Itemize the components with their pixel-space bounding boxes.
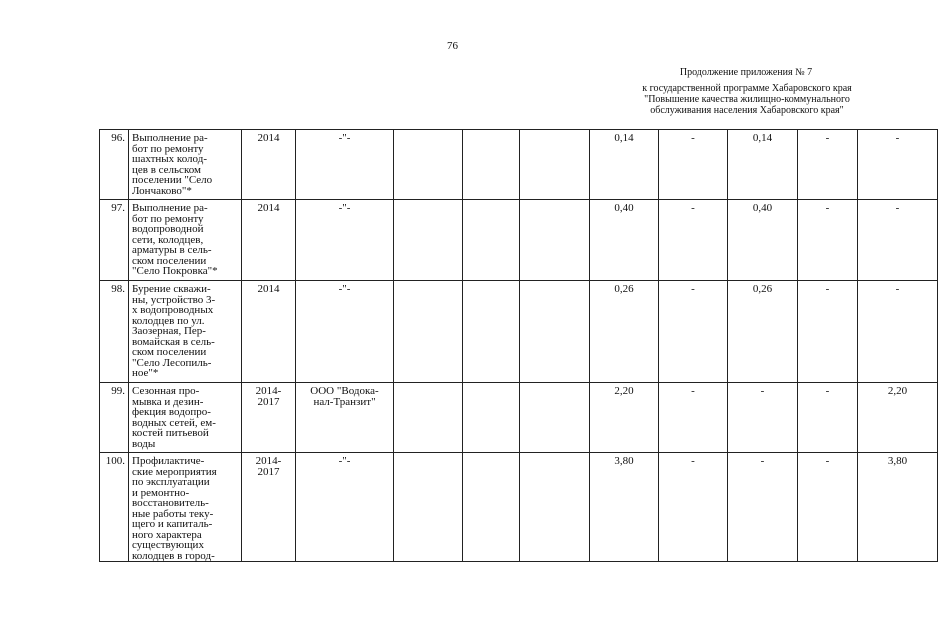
total-amount-cell: 0,40 bbox=[590, 200, 659, 281]
appendix-subtitle-line: обслуживания населения Хабаровского края" bbox=[650, 105, 844, 116]
amount-cell: - bbox=[659, 130, 728, 200]
total-amount-cell: 3,80 bbox=[590, 453, 659, 562]
measure-name-cell-line: ском поселении bbox=[132, 254, 207, 267]
amount-cell: - bbox=[798, 453, 858, 562]
measure-name-cell-line: бот по ремонту bbox=[132, 142, 204, 155]
executor-cell bbox=[296, 200, 394, 281]
measure-name-cell-line: Бурение скважи- bbox=[132, 283, 211, 295]
empty-cell bbox=[463, 383, 520, 453]
amount-cell: - bbox=[798, 200, 858, 281]
appendix-title: Продолжение приложения № 7 bbox=[679, 67, 813, 78]
row-number-cell: 98. bbox=[100, 281, 129, 383]
year-cell bbox=[242, 281, 296, 383]
measure-name-cell-line: существующих bbox=[132, 539, 204, 551]
row-number-cell: 99. bbox=[100, 383, 129, 453]
executor-cell-line: -"- bbox=[338, 202, 351, 214]
measure-name-cell bbox=[129, 200, 242, 281]
amount-cell: - bbox=[798, 130, 858, 200]
year-cell-line: 2014 bbox=[257, 283, 280, 295]
amount-cell: - bbox=[728, 453, 798, 562]
measure-name-cell-line: "Село Лесопиль- bbox=[132, 356, 212, 369]
executor-cell bbox=[296, 281, 394, 383]
empty-cell bbox=[520, 281, 590, 383]
year-cell bbox=[242, 130, 296, 200]
empty-cell bbox=[463, 281, 520, 383]
appendix-subtitle-line: к государственной программе Хабаровского края bbox=[642, 83, 852, 94]
empty-cell bbox=[463, 200, 520, 281]
empty-cell bbox=[394, 130, 463, 200]
measure-name-cell bbox=[129, 281, 242, 383]
measure-name-cell-line: Выполнение ра- bbox=[132, 132, 208, 144]
amount-cell: 0,40 bbox=[728, 200, 798, 281]
measure-name-cell-line: и ремонтно- bbox=[132, 486, 190, 499]
measure-name-cell-line: Выполнение ра- bbox=[132, 202, 208, 214]
amount-cell: - bbox=[659, 200, 728, 281]
measure-name-cell-line: вомайская в сель- bbox=[132, 335, 215, 348]
measure-name-cell-line: поселении "Село bbox=[132, 174, 213, 186]
page-number: 76 bbox=[447, 40, 458, 52]
year-cell-line: 2017 bbox=[257, 465, 280, 478]
empty-cell bbox=[520, 130, 590, 200]
year-cell bbox=[242, 200, 296, 281]
measure-name-cell-line: водных сетей, ем- bbox=[132, 416, 216, 429]
measure-name-cell-line: костей питьевой bbox=[132, 427, 209, 439]
empty-cell bbox=[463, 453, 520, 562]
year-cell bbox=[242, 453, 296, 562]
measure-name-cell bbox=[129, 453, 242, 562]
row-number-cell: 100. bbox=[100, 453, 129, 562]
year-cell-line: 2017 bbox=[257, 395, 280, 408]
measure-name-cell-line: шахтных колод- bbox=[132, 153, 207, 165]
measure-name-cell-line: по эксплуатации bbox=[132, 476, 210, 488]
row-number-cell: 96. bbox=[100, 130, 129, 200]
amount-cell: 3,80 bbox=[858, 453, 938, 562]
empty-cell bbox=[520, 383, 590, 453]
amount-cell: 2,20 bbox=[858, 383, 938, 453]
measure-name-cell-line: щего и капиталь- bbox=[132, 518, 213, 530]
executor-cell bbox=[296, 383, 394, 453]
measure-name-cell-line: ском поселении bbox=[132, 346, 207, 358]
amount-cell: - bbox=[858, 130, 938, 200]
executor-cell bbox=[296, 453, 394, 562]
measure-name-cell-line: водопроводной bbox=[132, 223, 204, 235]
executor-cell-line: нал-Транзит" bbox=[313, 395, 376, 408]
executor-cell-line: ООО "Водока- bbox=[310, 385, 379, 397]
total-amount-cell: 0,14 bbox=[590, 130, 659, 200]
amount-cell: 0,26 bbox=[728, 281, 798, 383]
measure-name-cell-line: мывка и дезин- bbox=[132, 395, 204, 408]
measure-name-cell-line: бот по ремонту bbox=[132, 212, 204, 225]
empty-cell bbox=[394, 453, 463, 562]
empty-cell bbox=[394, 281, 463, 383]
empty-cell bbox=[520, 453, 590, 562]
measure-name-cell-line: х водопроводных bbox=[132, 304, 214, 316]
executor-cell-line: -"- bbox=[338, 132, 351, 144]
measure-name-cell-line: Заозерная, Пер- bbox=[132, 325, 206, 337]
total-amount-cell: 2,20 bbox=[590, 383, 659, 453]
executor-cell-line: -"- bbox=[338, 455, 351, 467]
measure-name-cell-line: Профилактиче- bbox=[132, 455, 205, 467]
measure-name-cell-line: сети, колодцев, bbox=[132, 233, 204, 246]
measure-name-cell-line: ские мероприятия bbox=[132, 465, 217, 478]
measure-name-cell-line: восстановитель- bbox=[132, 497, 209, 509]
table-row bbox=[100, 200, 938, 281]
measure-name-cell-line: ного характера bbox=[132, 528, 202, 541]
measure-name-cell bbox=[129, 130, 242, 200]
data-table bbox=[99, 129, 938, 562]
empty-cell bbox=[520, 200, 590, 281]
year-cell-line: 2014- bbox=[255, 455, 282, 467]
empty-cell bbox=[394, 200, 463, 281]
measure-name-cell-line: колодцев в город- bbox=[132, 549, 215, 562]
table-row bbox=[100, 281, 938, 383]
measure-name-cell-line: воды bbox=[132, 437, 156, 450]
empty-cell bbox=[463, 130, 520, 200]
table-row bbox=[100, 453, 938, 562]
measure-name-cell-line: Лончаково"* bbox=[132, 184, 192, 197]
amount-cell: - bbox=[798, 281, 858, 383]
amount-cell: - bbox=[858, 281, 938, 383]
year-cell bbox=[242, 383, 296, 453]
amount-cell: - bbox=[798, 383, 858, 453]
executor-cell bbox=[296, 130, 394, 200]
measure-name-cell-line: колодцев по ул. bbox=[132, 314, 205, 327]
measure-name-cell bbox=[129, 383, 242, 453]
table-row bbox=[100, 383, 938, 453]
measure-name-cell-line: "Село Покровка"* bbox=[132, 265, 218, 277]
empty-cell bbox=[394, 383, 463, 453]
year-cell-line: 2014 bbox=[257, 132, 280, 144]
row-number-cell: 97. bbox=[100, 200, 129, 281]
measure-name-cell-line: цев в сельском bbox=[132, 163, 201, 176]
appendix-subtitle-line: "Повышение качества жилищно-коммунального bbox=[644, 94, 850, 105]
measure-name-cell-line: Сезонная про- bbox=[132, 385, 200, 397]
total-amount-cell: 0,26 bbox=[590, 281, 659, 383]
year-cell-line: 2014 bbox=[257, 202, 280, 214]
appendix-subtitle bbox=[620, 83, 874, 116]
amount-cell: 0,14 bbox=[728, 130, 798, 200]
amount-cell: - bbox=[659, 453, 728, 562]
measure-name-cell-line: фекция водопро- bbox=[132, 406, 211, 418]
amount-cell: - bbox=[858, 200, 938, 281]
amount-cell: - bbox=[728, 383, 798, 453]
measure-name-cell-line: арматуры в сель- bbox=[132, 244, 212, 256]
amount-cell: - bbox=[659, 281, 728, 383]
table-row bbox=[100, 130, 938, 200]
measure-name-cell-line: ные работы теку- bbox=[132, 507, 214, 520]
amount-cell: - bbox=[659, 383, 728, 453]
year-cell-line: 2014- bbox=[255, 385, 282, 397]
measure-name-cell-line: ное"* bbox=[132, 367, 159, 379]
executor-cell-line: -"- bbox=[338, 283, 351, 295]
measure-name-cell-line: ны, устройство 3- bbox=[132, 293, 216, 306]
table-body bbox=[100, 130, 938, 562]
